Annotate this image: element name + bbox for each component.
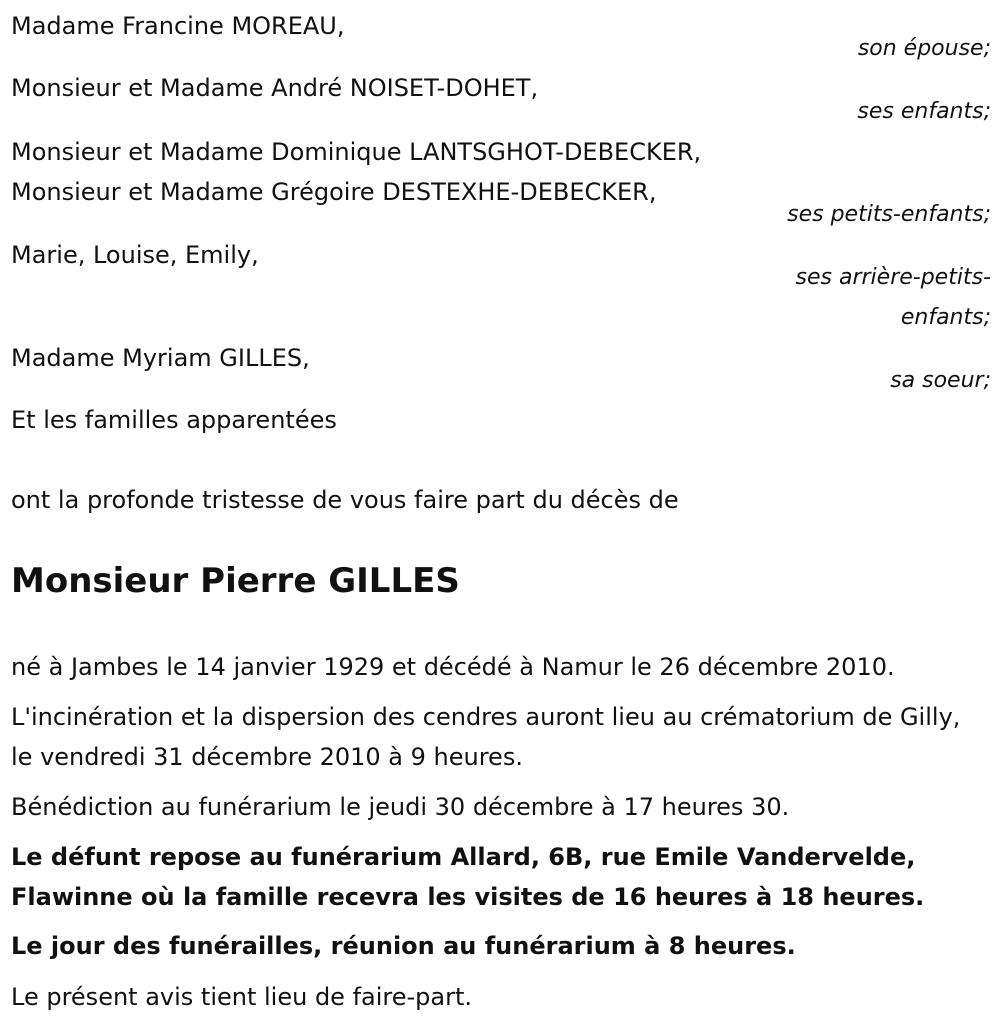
family-role: sa soeur; [890,368,991,393]
resting-place-details: Le défunt repose au funérarium Allard, 6B, rue Emile Vandervelde, Flawinne où la famille recevra les visites de 16 heures à 18 heures. [11,843,925,911]
family-name: Madame Myriam GILLES, [11,344,310,372]
birth-death-dates: né à Jambes le 14 janvier 1929 et décédé à Namur le 26 décembre 2010. [11,653,895,681]
related-families: Et les familles apparentées [11,406,337,434]
blessing-details: Bénédiction au funérarium le jeudi 30 décembre à 17 heures 30. [11,793,790,821]
family-role: ses petits-enfants; [787,202,991,227]
funeral-day-details: Le jour des funérailles, réunion au funérarium à 8 heures. [11,932,796,960]
family-name: Monsieur et Madame Grégoire DESTEXHE-DEBECKER, [11,178,657,206]
family-role: son épouse; [857,36,991,61]
family-role: ses enfants; [857,99,991,124]
family-name: Madame Francine MOREAU, [11,12,345,40]
family-name: Marie, Louise, Emily, [11,241,259,269]
cremation-details: L'incinération et la dispersion des cendres auront lieu au crématorium de Gilly, le vendredi 31 décembre 2010 à 9 heures. [11,703,961,771]
deceased-name: Monsieur Pierre GILLES [11,561,460,601]
announcement: ont la profonde tristesse de vous faire part du décès de [11,486,679,514]
family-name: Monsieur et Madame André NOISET-DOHET, [11,74,539,102]
family-role: enfants; [900,305,991,330]
notice-statement: Le présent avis tient lieu de faire-part. [11,983,473,1011]
family-role: ses arrière-petits- [795,265,991,290]
family-name: Monsieur et Madame Dominique LANTSGHOT-DEBECKER, [11,138,702,166]
